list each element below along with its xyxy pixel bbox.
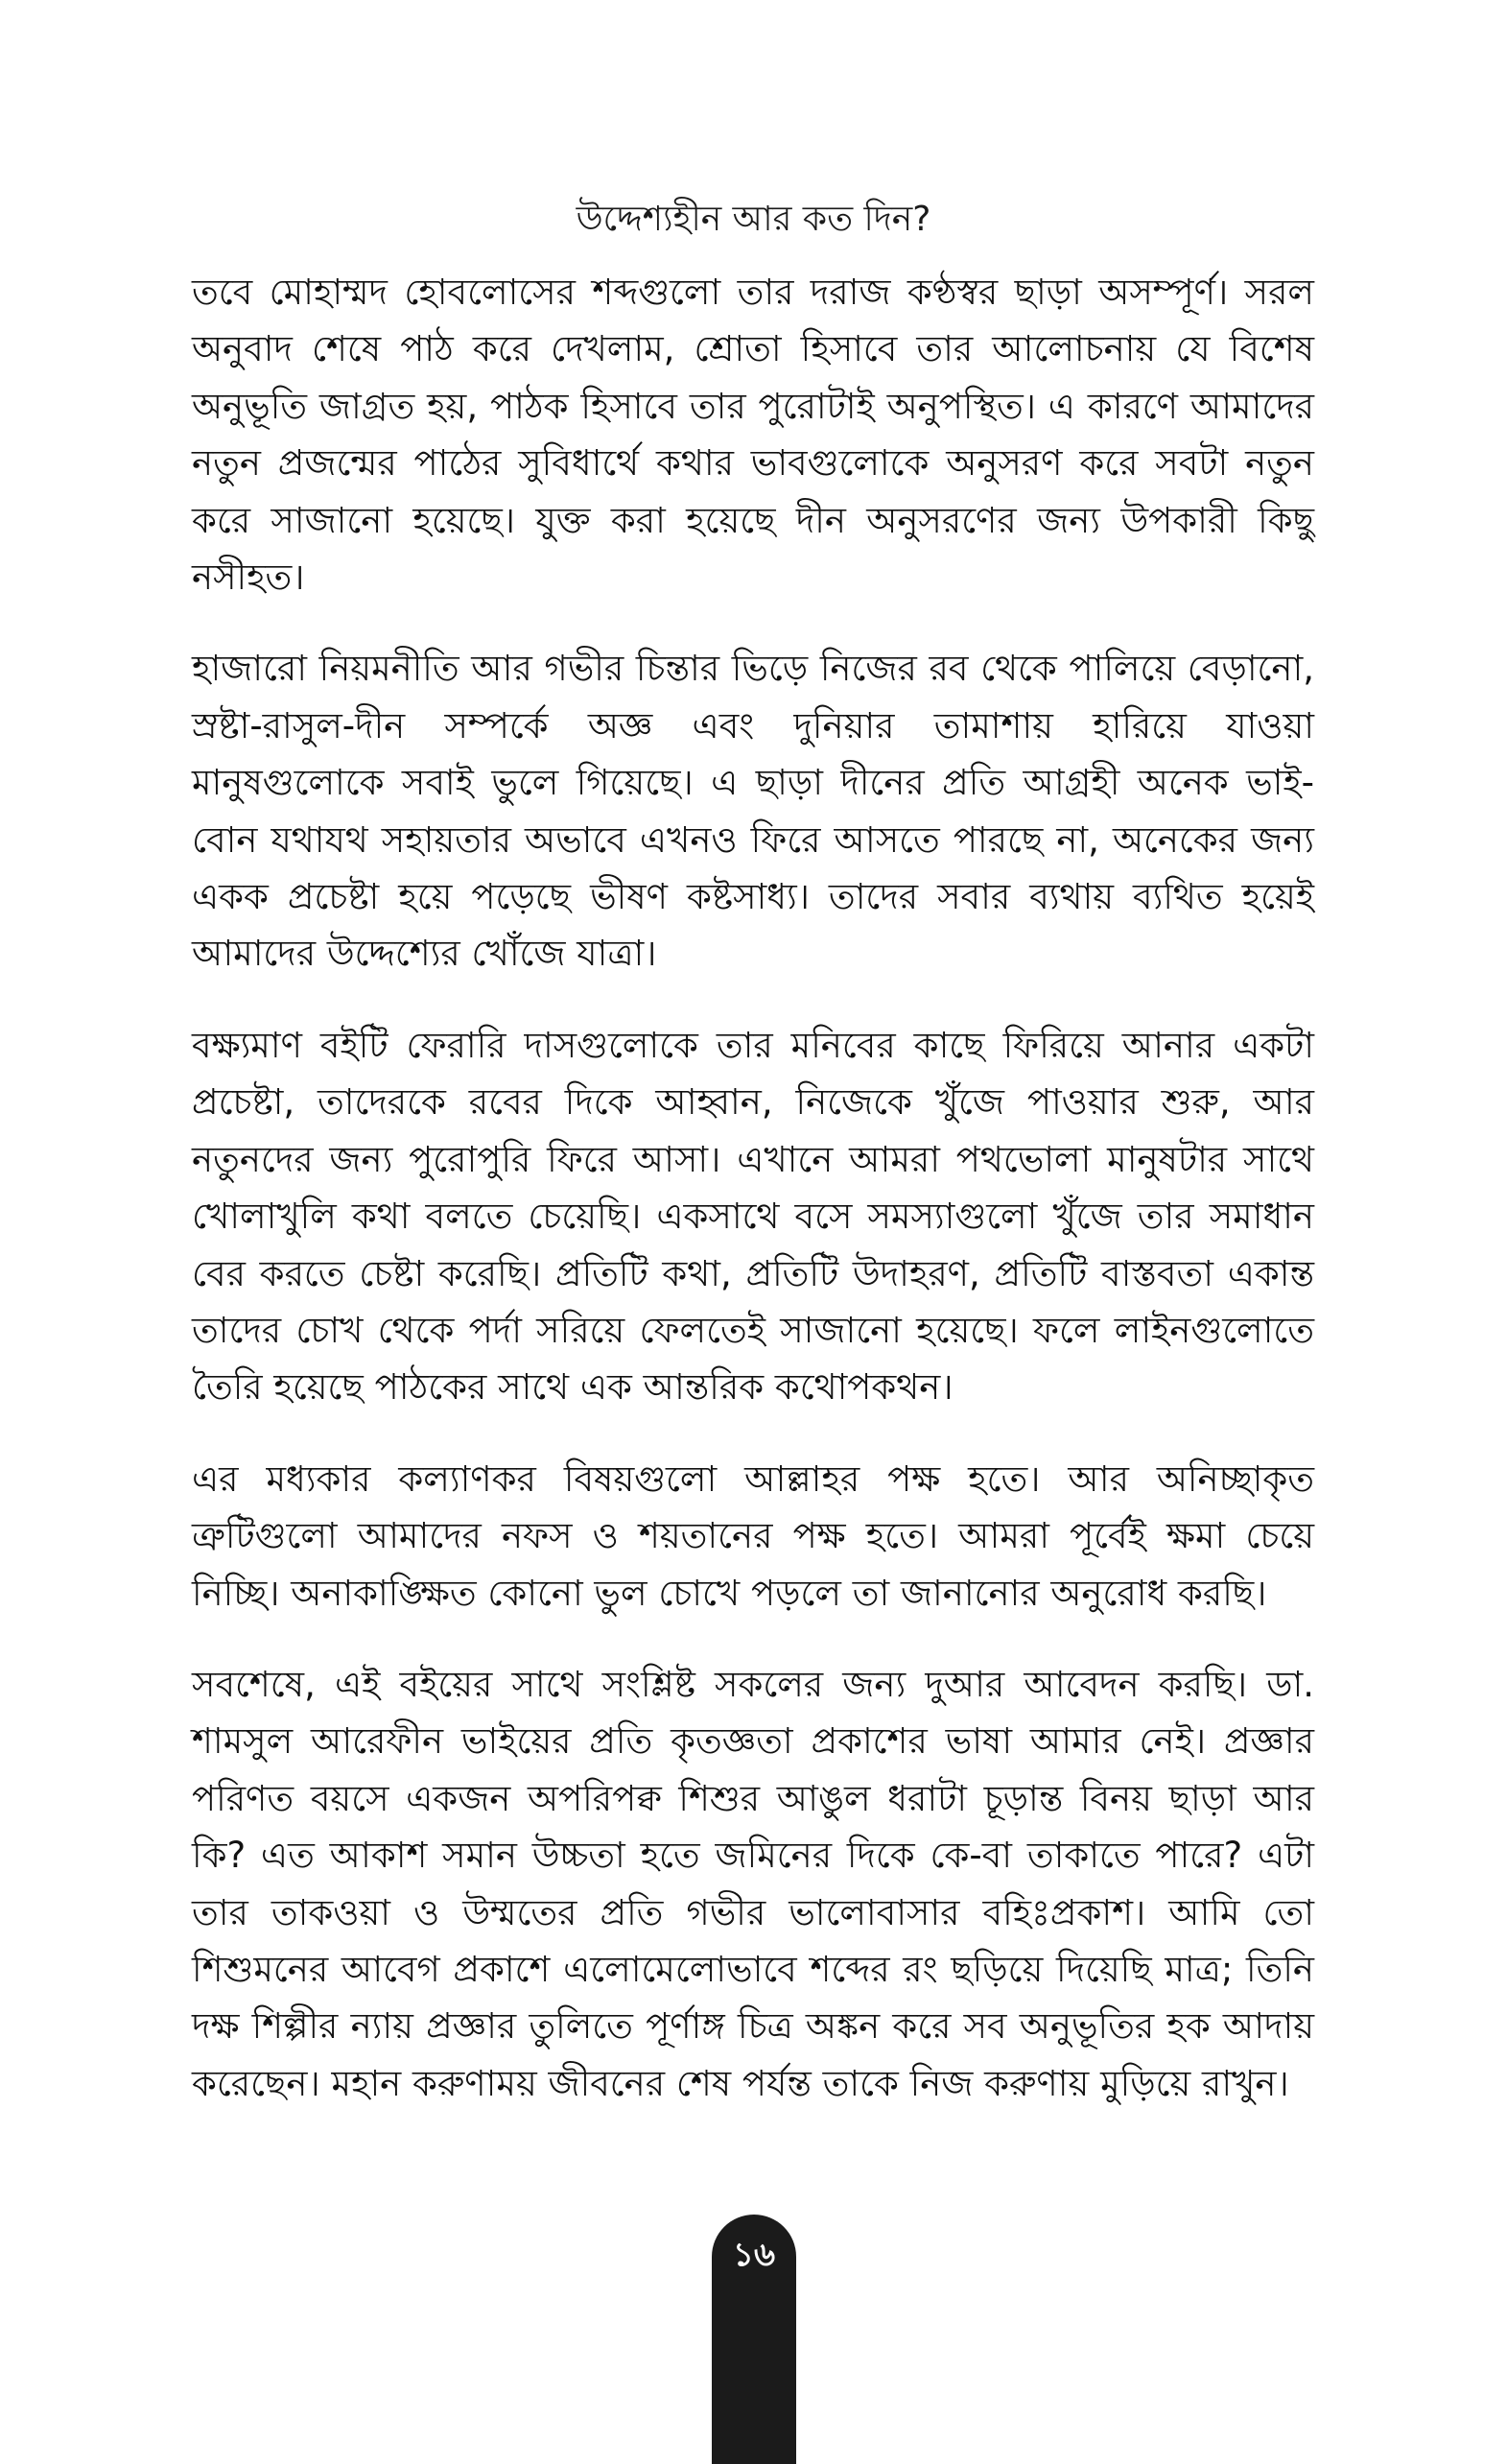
paragraph-1: তবে মোহাম্মদ হোবলোসের শব্দগুলো তার দরাজ কণ্ঠস্বর ছাড়া অসম্পূর্ণ। সরল অনুবাদ শেষে পাঠ করে দেখলাম, শ্রোতা হিসাবে তার আলোচনায় যে বিশেষ অনুভূতি জাগ্রত হয়, পাঠক হিসাবে তার পুরোটাই অনুপস্থিত। এ কারণে আমাদের নতুন প্রজন্মের পাঠের সুবিধার্থে কথার ভাবগুলোকে অনুসরণ করে সবটা নতুন করে সাজানো হয়েছে। যুক্ত করা হয়েছে দীন অনুসরণের জন্য উপকারী কিছু নসীহত। [192, 272, 1314, 599]
paragraph-3: বক্ষ্যমাণ বইটি ফেরারি দাসগুলোকে তার মনিবের কাছে ফিরিয়ে আনার একটা প্রচেষ্টা, তাদেরকে রবের দিকে আহ্বান, নিজেকে খুঁজে পাওয়ার শুরু, আর নতুনদের জন্য পুরোপুরি ফিরে আসা। এখানে আমরা পথভোলা মানুষটার সাথে খোলাখুলি কথা বলতে চেয়েছি। একসাথে বসে সমস্যাগুলো খুঁজে তার সমাধান বের করতে চেষ্টা করেছি। প্রতিটি কথা, প্রতিটি উদাহরণ, প্রতিটি বাস্তবতা একান্ত তাদের চোখ থেকে পর্দা সরিয়ে ফেলতেই সাজানো হয়েছে। ফলে লাইনগুলোতে তৈরি হয়েছে পাঠকের সাথে এক আন্তরিক কথোপকথন। [192, 1024, 1314, 1409]
paragraph-4: এর মধ্যকার কল্যাণকর বিষয়গুলো আল্লাহর পক্ষ হতে। আর অনিচ্ছাকৃত ত্রুটিগুলো আমাদের নফস ও শয়তানের পক্ষ হতে। আমরা পূর্বেই ক্ষমা চেয়ে নিচ্ছি। অনাকাঙ্ক্ষিত কোনো ভুল চোখে পড়লে তা জানানোর অনুরোধ করছি। [192, 1457, 1314, 1614]
running-header: উদ্দেশ্যহীন আর কত দিন? [576, 200, 931, 239]
body-text [192, 264, 1314, 2146]
paragraph-2: হাজারো নিয়মনীতি আর গভীর চিন্তার ভিড়ে নিজের রব থেকে পালিয়ে বেড়ানো, স্রষ্টা-রাসুল-দীন সম্পর্কে অজ্ঞ এবং দুনিয়ার তামাশায় হারিয়ে যাওয়া মানুষগুলোকে সবাই ভুলে গিয়েছে। এ ছাড়া দীনের প্রতি আগ্রহী অনেক ভাই-বোন যথাযথ সহায়তার অভাবে এখনও ফিরে আসতে পারছে না, অনেকের জন্য একক প্রচেষ্টা হয়ে পড়েছে ভীষণ কষ্টসাধ্য। তাদের সবার ব্যথায় ব্যথিত হয়েই আমাদের উদ্দেশ্যের খোঁজে যাত্রা। [192, 648, 1314, 975]
page-number-tab [712, 2215, 796, 2464]
page-number: ১৬ [732, 2236, 776, 2274]
paragraph-5: সবশেষে, এই বইয়ের সাথে সংশ্লিষ্ট সকলের জন্য দুআর আবেদন করছি। ডা. শামসুল আরেফীন ভাইয়ের প্রতি কৃতজ্ঞতা প্রকাশের ভাষা আমার নেই। প্রজ্ঞার পরিণত বয়সে একজন অপরিপক্ব শিশুর আঙুল ধরাটা চূড়ান্ত বিনয় ছাড়া আর কি? এত আকাশ সমান উচ্চতা হতে জমিনের দিকে কে-বা তাকাতে পারে? এটা তার তাকওয়া ও উম্মতের প্রতি গভীর ভালোবাসার বহিঃপ্রকাশ। আমি তো শিশুমনের আবেগ প্রকাশে এলোমেলোভাবে শব্দের রং ছড়িয়ে দিয়েছি মাত্র; তিনি দক্ষ শিল্পীর ন্যায় প্রজ্ঞার তুলিতে পূর্ণাঙ্গ চিত্র অঙ্কন করে সব অনুভূতির হক আদায় করেছেন। মহান করুণাময় জীবনের শেষ পর্যন্ত তাকে নিজ করুণায় মুড়িয়ে রাখুন। [192, 1663, 1314, 2104]
